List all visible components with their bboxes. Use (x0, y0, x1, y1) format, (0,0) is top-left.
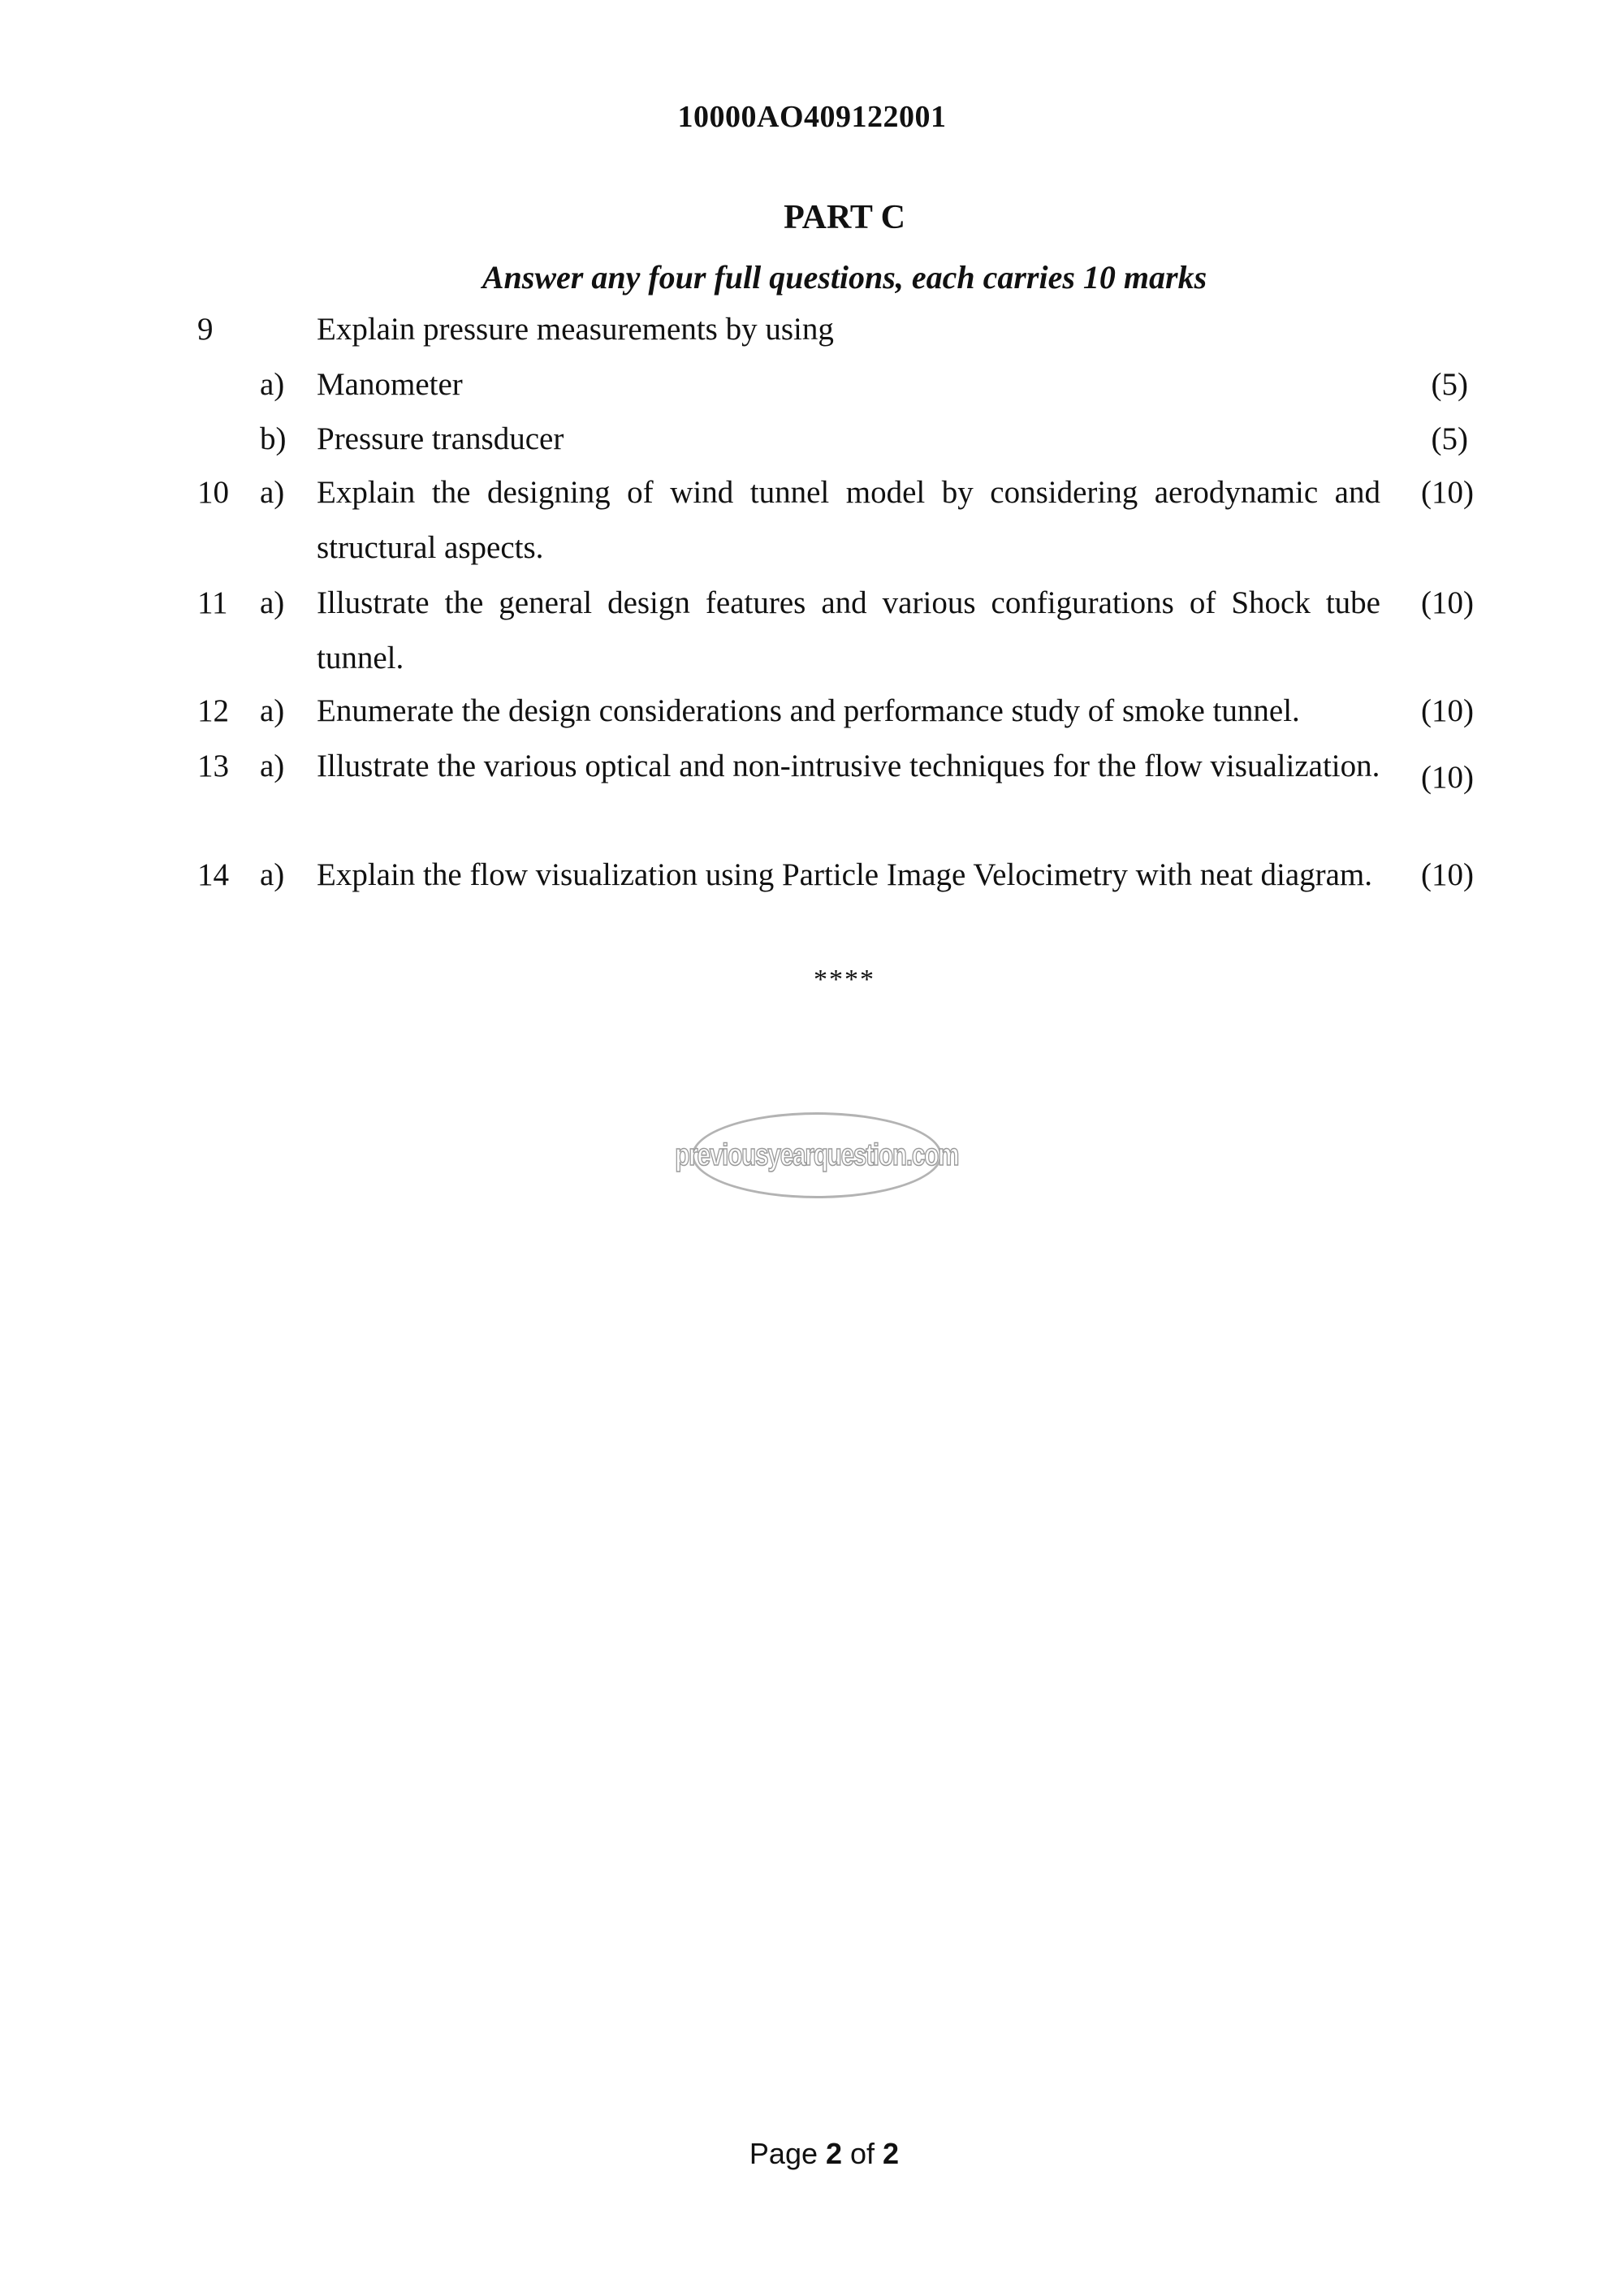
question-marks: (5) (1431, 367, 1468, 402)
question-marks: (10) (1421, 475, 1474, 510)
question-marks: (10) (1421, 760, 1474, 795)
question-subpart: a) (260, 367, 285, 402)
question-text: Illustrate the general design features and various configurations of Shock tube tunnel. (317, 585, 1380, 675)
paper-code: 10000AO409122001 (677, 100, 947, 134)
question-number: 14 (197, 857, 229, 892)
question-text: Enumerate the design considerations and performance study of smoke tunnel. (317, 693, 1300, 728)
question-number: 9 (197, 312, 214, 347)
question-number: 11 (197, 585, 228, 620)
question-subpart: a) (260, 585, 285, 620)
question-text: Explain the designing of wind tunnel model by considering aerodynamic and structural aspects. (317, 475, 1380, 565)
question-marks: (10) (1421, 693, 1474, 728)
part-instruction: Answer any four full questions, each carries 10 marks (482, 259, 1207, 296)
question-number: 12 (197, 693, 229, 728)
question-marks: (5) (1431, 421, 1468, 456)
end-of-paper-marker: **** (814, 965, 875, 995)
page-of-label: of (842, 2137, 883, 2170)
question-subpart: a) (260, 749, 285, 783)
question-text: Explain the flow visualization using Particle Image Velocimetry with neat diagram. (317, 857, 1373, 892)
question-subpart: a) (260, 475, 285, 510)
watermark-text: previousyearquestion.com (675, 1137, 959, 1172)
question-text: Explain pressure measurements by using (317, 312, 834, 347)
question-marks: (10) (1421, 585, 1474, 620)
question-number: 13 (197, 749, 229, 783)
question-text: Manometer (317, 367, 463, 402)
part-title: PART C (784, 199, 905, 236)
question-text: Illustrate the various optical and non-intrusive techniques for the flow visualization. (317, 749, 1380, 783)
total-page-count: 2 (883, 2137, 900, 2170)
question-subpart: b) (260, 421, 287, 456)
question-text: Pressure transducer (317, 421, 564, 456)
page-label: Page (749, 2137, 826, 2170)
current-page-number: 2 (825, 2137, 843, 2170)
page-footer (0, 2137, 1624, 2171)
question-number: 10 (197, 475, 229, 510)
watermark-logo (675, 1112, 959, 1198)
question-subpart: a) (260, 693, 285, 728)
question-subpart: a) (260, 857, 285, 892)
question-marks: (10) (1421, 857, 1474, 892)
